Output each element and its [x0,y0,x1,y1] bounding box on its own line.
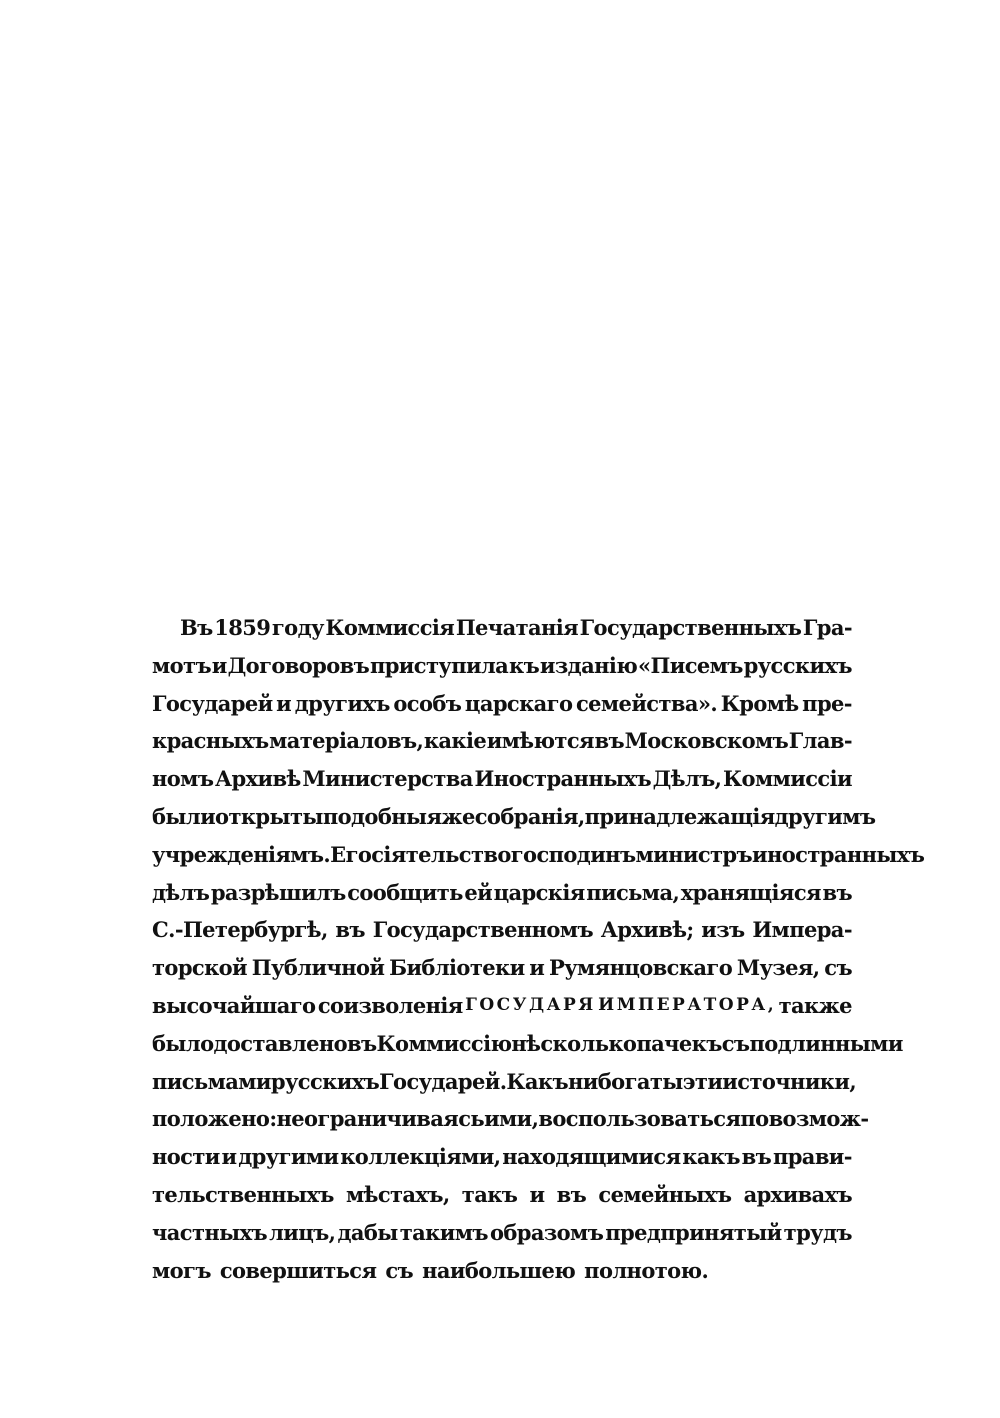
word: было [152,1030,214,1056]
word: въ [556,1181,587,1207]
word: «Писемъ [637,652,743,678]
word: царскія [493,879,585,905]
word: Коммиссію [376,1030,512,1056]
word: Договоровъ [227,652,370,678]
word: ГОСУДАРЯ [465,994,596,1015]
word: образомъ [489,1219,604,1245]
paragraph-line [152,1063,857,1101]
word: возмож- [768,1106,869,1132]
word: Государственныхъ [579,615,802,640]
word: Въ [180,615,213,640]
word: соизволенія [317,992,463,1018]
word: Публичной [251,955,385,981]
word: ограничиваясь [304,1106,485,1132]
word: Его [330,841,372,867]
word: прави- [772,1144,852,1170]
word: какіе [423,728,487,754]
paragraph-line [152,760,852,798]
paragraph-line [152,1252,852,1290]
word: мотъ [152,652,211,678]
word: совершиться [219,1257,377,1283]
word: какъ [682,1144,740,1170]
word: Музея, [736,955,820,981]
word: мѣстахъ, [346,1181,450,1207]
word: съ [385,1257,414,1283]
word: собранія, [474,803,585,829]
word: съ [824,955,852,981]
word: были [152,803,216,829]
word: такимъ [399,1219,488,1245]
word: не [276,1106,305,1132]
word: и [529,955,545,981]
word: имѣются [486,728,594,754]
word: Импера- [752,917,852,943]
word: дѣлъ [152,879,210,905]
word: году [271,615,324,640]
word: источники, [722,1068,857,1094]
word: учрежденіямъ. [152,841,331,867]
paragraph-line [152,798,876,836]
word: наибольшею [422,1257,576,1283]
word: семейства». [575,690,718,716]
word: сіятельство [371,841,511,867]
word: богаты [597,1068,683,1094]
word: Кромѣ [720,690,799,716]
word: по [740,1106,769,1132]
word: хранящіяся [680,879,821,905]
word: Министерства [302,766,473,792]
word: торской [152,955,248,981]
word: коллекціями, [340,1144,501,1170]
paragraph-line [152,647,852,685]
word: изданію [539,652,638,678]
word: Государственномъ [372,917,593,943]
word: царскаго [464,690,573,716]
word: подобныя [322,803,442,829]
paragraph-line [152,1100,869,1138]
word: Государей [152,690,273,716]
word: матеріаловъ, [269,728,424,754]
word: тельственныхъ [152,1181,334,1207]
word: Архивѣ; [600,917,694,943]
word: Библіотеки [389,955,525,981]
word: въ [594,728,625,754]
paragraph-line [152,987,852,1025]
word: также [778,992,852,1018]
word: Дѣлъ, [652,766,722,792]
paragraph-line [152,949,852,987]
word: подлинными [749,1030,903,1056]
word: Государей. [379,1068,507,1094]
word: особъ [393,690,462,716]
word: и [276,690,292,716]
word: пре- [802,690,852,716]
paragraph-line [152,836,925,874]
word: полнотою. [584,1257,709,1283]
word: и [529,1181,545,1207]
word: предпринятый [605,1219,782,1245]
word: ИМПЕРАТОРА, [598,994,777,1015]
word: открыты [215,803,323,829]
word: пачекъ [636,1030,722,1056]
word: иностранныхъ [752,841,925,867]
paragraph-line [152,1138,852,1176]
word: сообщить [347,879,463,905]
word: другимъ [774,803,876,829]
paragraph-line [152,874,852,912]
word: Гра- [802,615,852,640]
word: русскихъ [270,1068,380,1094]
word: другихъ [294,690,390,716]
word: архивахъ [743,1181,852,1207]
word: ни [568,1068,598,1094]
word: разрѣшилъ [210,879,346,905]
word: письмами [152,1068,271,1094]
paragraph-line [152,1025,903,1063]
word: Глав- [788,728,852,754]
word: приступила [369,652,509,678]
paragraph-line [152,911,852,949]
word: Печатанія [455,615,579,640]
word: ности [152,1144,220,1170]
word: другими [238,1144,339,1170]
word: господинъ [510,841,636,867]
word: въ [822,879,852,905]
paragraph-line [152,722,852,760]
word: могъ [152,1257,211,1283]
word: и [221,1144,237,1170]
paragraph-line [152,685,852,723]
paragraph-line [152,1214,852,1252]
word: положено: [152,1106,277,1132]
word: ими, [484,1106,539,1132]
word: съ [721,1030,750,1056]
word: эти [682,1068,723,1094]
word: красныхъ [152,728,269,754]
word: ей [464,879,493,905]
word: номъ [152,766,214,792]
word: семейныхъ [598,1181,732,1207]
word: изъ [701,917,745,943]
word: министръ [635,841,753,867]
word: письма, [586,879,680,905]
word: Архивѣ [215,766,301,792]
word: С.-Петербургѣ, [152,917,328,943]
paragraph [152,609,925,1289]
word: Иностранныхъ [474,766,651,792]
word: трудъ [783,1219,852,1245]
word: частныхъ [152,1219,268,1245]
word: высочайшаго [152,992,316,1018]
word: Какъ [506,1068,569,1094]
word: Румянцовскаго [549,955,733,981]
word: такъ [461,1181,518,1207]
word: русскихъ [743,652,852,678]
paragraph-line [152,609,852,647]
word: лицъ, [269,1219,336,1245]
word: воспользоваться [538,1106,741,1132]
word: къ [509,652,540,678]
word: же [441,803,475,829]
word: находящимися [502,1144,681,1170]
word: Московскомъ [624,728,789,754]
word: и [211,652,227,678]
word: доставлено [213,1030,348,1056]
word: 1859 [214,615,271,640]
word: принадлежащія [584,803,775,829]
word: въ [741,1144,772,1170]
word: дабы [337,1219,398,1245]
word: въ [335,917,365,943]
paragraph-line [152,1176,852,1214]
word: Коммиссія [325,615,455,640]
word: въ [347,1030,377,1056]
word: Коммиссіи [723,766,852,792]
word: нѣсколько [511,1030,637,1056]
